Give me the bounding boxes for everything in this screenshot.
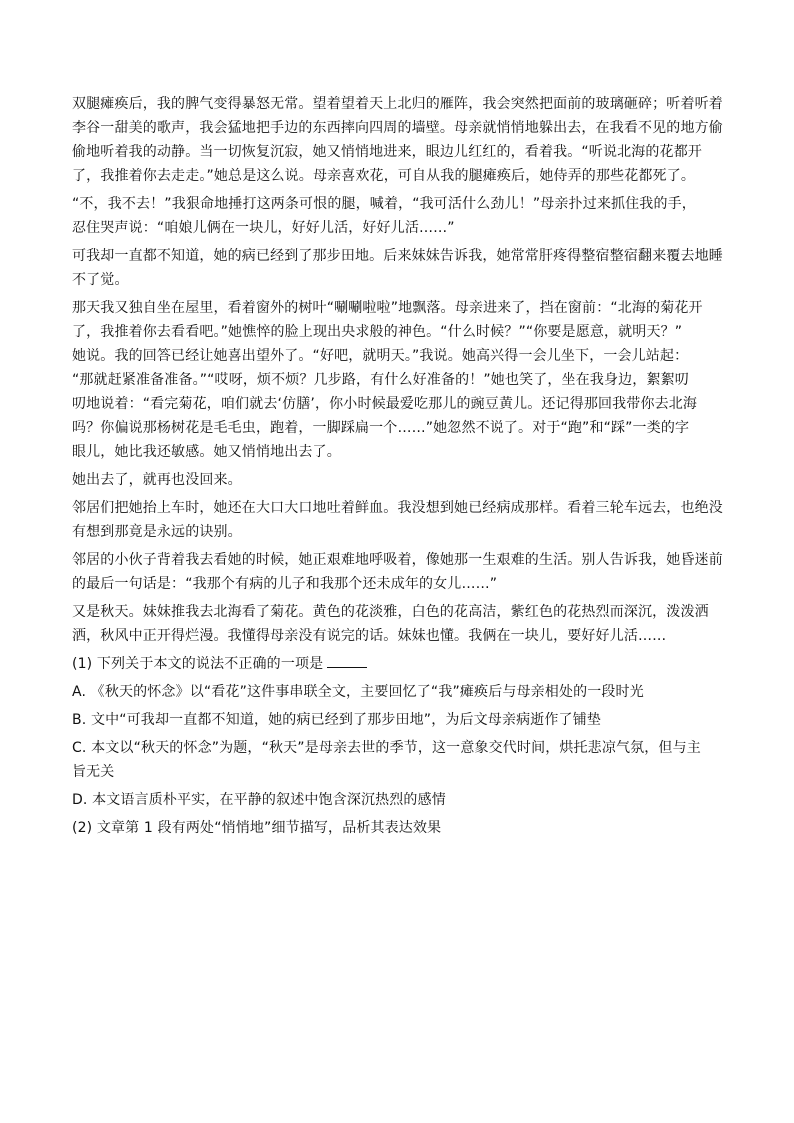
question-1-stem: (1) 下列关于本文的说法不正确的一项是	[72, 656, 324, 672]
text-line: 的最后一句话是：“我那个有病的儿子和我那个还未成年的女儿……”	[72, 576, 498, 592]
text-line: A. 《秋天的怀念》以“看花”这件事串联全文，主要回忆了“我”瘫痪后与母亲相处的一段时光	[72, 684, 644, 700]
answer-blank[interactable]	[327, 653, 367, 668]
text-line: 不了觉。	[72, 272, 129, 288]
text-line: 旨无关	[72, 764, 115, 780]
passage-paragraph-1	[72, 92, 724, 188]
passage-paragraph-2	[72, 192, 724, 240]
question-1-option-d	[72, 788, 724, 812]
question-2-stem: (2) 文章第 1 段有两处“悄悄地”细节描写，品析其表达效果	[72, 820, 442, 836]
text-line: 有想到那竟是永远的诀别。	[72, 524, 242, 540]
text-line: “那就赶紧准备准备。”“哎呀，烦不烦？几步路，有什么好准备的！”她也笑了，坐在我身边，絮絮叨	[72, 372, 689, 388]
text-line: 邻居的小伙子背着我去看她的时候，她正艰难地呼吸着，像她那一生艰难的生活。别人告诉我，她昏迷前	[72, 552, 723, 568]
text-line: 又是秋天。妹妹推我去北海看了菊花。黄色的花淡雅，白色的花高洁，紫红色的花热烈而深沉，泼泼洒	[72, 604, 709, 620]
passage-paragraph-7	[72, 548, 724, 596]
passage-paragraph-6	[72, 496, 724, 544]
text-line: 她说。我的回答已经让她喜出望外了。“好吧，就明天。”我说。她高兴得一会儿坐下，一会儿站起：	[72, 348, 689, 364]
text-line: D. 本文语言质朴平实，在平静的叙述中饱含深沉热烈的感情	[72, 792, 446, 808]
text-line: C. 本文以“秋天的怀念”为题，“秋天”是母亲去世的季节，这一意象交代时间，烘托悲凉气氛，但与主	[72, 740, 701, 756]
passage-paragraph-3	[72, 244, 724, 292]
text-line: B. 文中“可我却一直都不知道，她的病已经到了那步田地”，为后文母亲病逝作了铺垫	[72, 712, 602, 728]
text-line: “不，我不去！”我狠命地捶打这两条可恨的腿，喊着，“我可活什么劲儿！”母亲扑过来抓住我的手，	[72, 196, 696, 212]
passage-paragraph-8	[72, 600, 724, 648]
text-line: 忍住哭声说：“咱娘儿俩在一块儿，好好儿活，好好儿活……”	[72, 220, 455, 236]
document-page	[72, 92, 724, 844]
question-1	[72, 652, 724, 676]
text-line: 吗？你偏说那杨树花是毛毛虫，跑着，一脚踩扁一个……”她忽然不说了。对于“跑”和“踩”一类的字	[72, 420, 690, 436]
question-1-option-b	[72, 708, 724, 732]
question-1-option-a	[72, 680, 724, 704]
text-line: 李谷一甜美的歌声，我会猛地把手边的东西摔向四周的墙壁。母亲就悄悄地躲出去，在我看不见的地方偷	[72, 120, 723, 136]
text-line: 那天我又独自坐在屋里，看着窗外的树叶“唰唰啦啦”地飘落。母亲进来了，挡在窗前：“北海的菊花开	[72, 300, 703, 316]
text-line: 可我却一直都不知道，她的病已经到了那步田地。后来妹妹告诉我，她常常肝疼得整宿整宿翻来覆去地睡	[72, 248, 723, 264]
text-line: 了，我推着你去走走。”她总是这么说。母亲喜欢花，可自从我的腿瘫痪后，她侍弄的那些花都死了。	[72, 168, 695, 184]
text-line: 洒，秋风中正开得烂漫。我懂得母亲没有说完的话。妹妹也懂。我俩在一块儿，要好好儿活……	[72, 628, 667, 644]
passage-paragraph-4	[72, 296, 724, 464]
text-line: 她出去了，就再也没回来。	[72, 472, 242, 488]
text-line: 双腿瘫痪后，我的脾气变得暴怒无常。望着望着天上北归的雁阵，我会突然把面前的玻璃砸碎；听着听着	[72, 96, 723, 112]
text-line: 了，我推着你去看看吧。”她憔悴的脸上现出央求般的神色。“什么时候？”“你要是愿意，就明天？”	[72, 324, 683, 340]
text-line: 偷地听着我的动静。当一切恢复沉寂，她又悄悄地进来，眼边儿红红的，看着我。“听说北海的花都开	[72, 144, 702, 160]
passage-paragraph-5	[72, 468, 724, 492]
question-1-option-c	[72, 736, 724, 784]
question-1-stem-line	[72, 652, 724, 676]
question-2	[72, 816, 724, 840]
text-line: 叨地说着：“看完菊花，咱们就去‘仿膳’，你小时候最爱吃那儿的豌豆黄儿。还记得那回我带你去北海	[72, 396, 698, 412]
text-line: 邻居们把她抬上车时，她还在大口大口地吐着鲜血。我没想到她已经病成那样。看着三轮车远去，也绝没	[72, 500, 723, 516]
text-line: 眼儿，她比我还敏感。她又悄悄地出去了。	[72, 444, 341, 460]
